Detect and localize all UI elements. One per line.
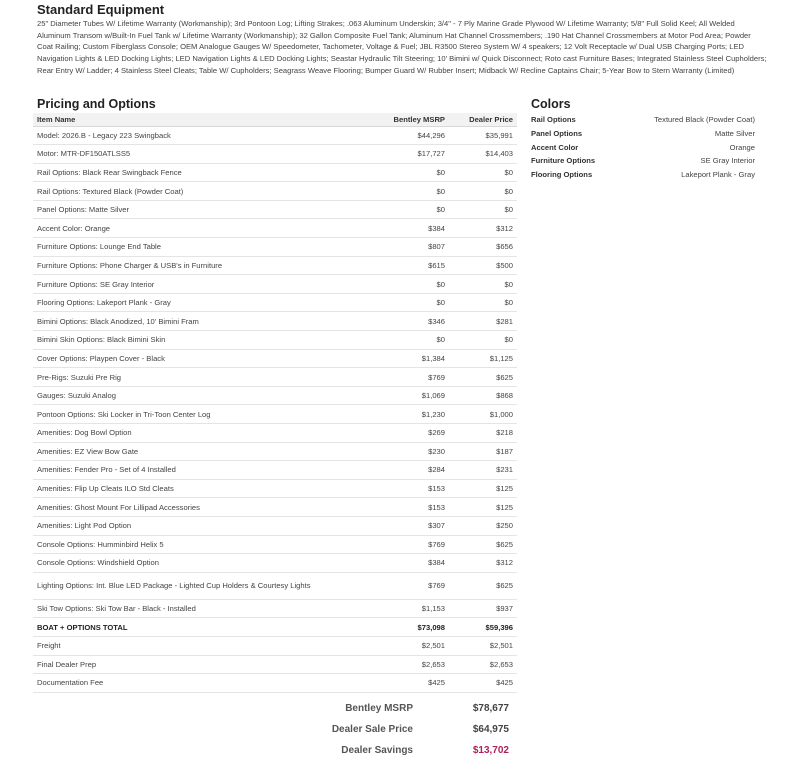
summary-row-sale-price [300, 719, 517, 740]
table-row [33, 219, 517, 238]
item-name-cell: Amenities: EZ View Bow Gate [33, 442, 333, 461]
price-summary [300, 698, 517, 761]
standard-equipment-section [37, 2, 767, 77]
msrp-cell: $1,069 [333, 386, 449, 405]
item-name-cell: Furniture Options: Lounge End Table [33, 238, 333, 257]
item-name-cell: Amenities: Light Pod Option [33, 516, 333, 535]
color-option-label: Rail Options [531, 115, 576, 125]
item-name-cell: Gauges: Suzuki Analog [33, 386, 333, 405]
table-row [33, 405, 517, 424]
colors-table [527, 113, 759, 181]
msrp-cell: $17,727 [333, 145, 449, 164]
item-name-cell: Amenities: Ghost Mount For Lillipad Accessories [33, 498, 333, 517]
table-row [33, 535, 517, 554]
item-name-cell: Lighting Options: Int. Blue LED Package - Lighted Cup Holders & Courtesy Lights [33, 572, 333, 599]
color-option-label: Flooring Options [531, 170, 593, 180]
msrp-cell: $0 [333, 163, 449, 182]
dealer-price-cell: $425 [449, 674, 517, 693]
msrp-cell: $1,384 [333, 349, 449, 368]
msrp-cell: $807 [333, 238, 449, 257]
item-name-cell: Furniture Options: Phone Charger & USB's in Furniture [33, 256, 333, 275]
pricing-header-row [33, 113, 517, 126]
standard-equipment-title: Standard Equipment [37, 2, 165, 17]
msrp-cell: $1,153 [333, 599, 449, 618]
item-name-cell: Ski Tow Options: Ski Tow Bar - Black - Installed [33, 599, 333, 618]
dealer-price-cell: $35,991 [449, 126, 517, 145]
summary-row-savings [300, 740, 517, 761]
item-name-cell: Console Options: Humminbird Helix 5 [33, 535, 333, 554]
item-name-cell: Rail Options: Black Rear Swingback Fence [33, 163, 333, 182]
pricing-section [33, 96, 517, 693]
dealer-price-cell: $312 [449, 219, 517, 238]
item-name-cell: Console Options: Windshield Option [33, 554, 333, 573]
dealer-price-cell: $0 [449, 163, 517, 182]
table-row [33, 424, 517, 443]
table-row [33, 386, 517, 405]
item-name-cell: BOAT + OPTIONS TOTAL [33, 618, 333, 637]
color-option-label: Furniture Options [531, 156, 596, 166]
item-name-cell: Bimini Options: Black Anodized, 10' Bimini Fram [33, 312, 333, 331]
dealer-price-cell: $0 [449, 293, 517, 312]
item-name-cell: Freight [33, 636, 333, 655]
summary-value: $64,975 [472, 724, 509, 735]
msrp-cell: $769 [333, 535, 449, 554]
total-row [33, 618, 517, 637]
msrp-cell: $0 [333, 200, 449, 219]
dealer-price-cell: $218 [449, 424, 517, 443]
dealer-price-cell: $937 [449, 599, 517, 618]
table-row [33, 554, 517, 573]
col-header-item: Item Name [33, 113, 333, 126]
table-row [33, 331, 517, 350]
color-row [527, 154, 759, 168]
dealer-price-cell: $0 [449, 182, 517, 201]
dealer-price-cell: $0 [449, 275, 517, 294]
item-name-cell: Bimini Skin Options: Black Bimini Skin [33, 331, 333, 350]
table-row [33, 293, 517, 312]
table-row [33, 655, 517, 674]
summary-value: $78,677 [472, 703, 509, 714]
table-row [33, 461, 517, 480]
msrp-cell: $425 [333, 674, 449, 693]
dealer-price-cell: $312 [449, 554, 517, 573]
msrp-cell: $769 [333, 368, 449, 387]
item-name-cell: Furniture Options: SE Gray Interior [33, 275, 333, 294]
summary-row-msrp [300, 698, 517, 719]
dealer-price-cell: $2,653 [449, 655, 517, 674]
colors-section [527, 96, 759, 181]
item-name-cell: Flooring Options: Lakeport Plank - Gray [33, 293, 333, 312]
dealer-price-cell: $14,403 [449, 145, 517, 164]
table-row [33, 238, 517, 257]
summary-label: Dealer Sale Price [331, 724, 413, 735]
item-name-cell: Documentation Fee [33, 674, 333, 693]
dealer-price-cell: $625 [449, 535, 517, 554]
table-row [33, 163, 517, 182]
dealer-price-cell: $187 [449, 442, 517, 461]
dealer-price-cell: $656 [449, 238, 517, 257]
table-row [33, 572, 517, 599]
table-row [33, 442, 517, 461]
msrp-cell: $2,653 [333, 655, 449, 674]
item-name-cell: Amenities: Flip Up Cleats ILO Std Cleats [33, 479, 333, 498]
dealer-price-cell: $1,000 [449, 405, 517, 424]
table-row [33, 636, 517, 655]
msrp-cell: $307 [333, 516, 449, 535]
msrp-cell: $384 [333, 219, 449, 238]
color-option-label: Accent Color [531, 142, 579, 152]
msrp-cell: $769 [333, 572, 449, 599]
summary-label: Bentley MSRP [345, 703, 413, 714]
msrp-cell: $2,501 [333, 636, 449, 655]
dealer-price-cell: $231 [449, 461, 517, 480]
dealer-price-cell: $59,396 [449, 618, 517, 637]
color-row [527, 127, 759, 141]
table-row [33, 349, 517, 368]
dealer-price-cell: $500 [449, 256, 517, 275]
item-name-cell: Cover Options: Playpen Cover - Black [33, 349, 333, 368]
item-name-cell: Accent Color: Orange [33, 219, 333, 238]
dealer-price-cell: $250 [449, 516, 517, 535]
table-row [33, 516, 517, 535]
color-option-value: Lakeport Plank - Gray [681, 170, 755, 180]
color-option-value: SE Gray Interior [700, 156, 755, 166]
color-option-value: Matte Silver [714, 129, 755, 139]
dealer-price-cell: $0 [449, 331, 517, 350]
item-name-cell: Pontoon Options: Ski Locker in Tri-Toon Center Log [33, 405, 333, 424]
table-row [33, 312, 517, 331]
dealer-price-cell: $625 [449, 572, 517, 599]
table-row [33, 182, 517, 201]
dealer-price-cell: $2,501 [449, 636, 517, 655]
msrp-cell: $346 [333, 312, 449, 331]
msrp-cell: $269 [333, 424, 449, 443]
table-row [33, 479, 517, 498]
color-option-value: Textured Black (Powder Coat) [654, 115, 755, 125]
color-option-value: Orange [729, 142, 755, 152]
dealer-price-cell: $625 [449, 368, 517, 387]
msrp-cell: $615 [333, 256, 449, 275]
dealer-price-cell: $868 [449, 386, 517, 405]
item-name-cell: Model: 2026.B - Legacy 223 Swingback [33, 126, 333, 145]
table-row [33, 599, 517, 618]
summary-label: Dealer Savings [341, 745, 413, 756]
msrp-cell: $0 [333, 331, 449, 350]
msrp-cell: $153 [333, 479, 449, 498]
dealer-price-cell: $125 [449, 498, 517, 517]
msrp-cell: $1,230 [333, 405, 449, 424]
table-row [33, 498, 517, 517]
item-name-cell: Rail Options: Textured Black (Powder Coat) [33, 182, 333, 201]
table-row [33, 256, 517, 275]
table-row [33, 200, 517, 219]
col-header-msrp: Bentley MSRP [333, 113, 449, 126]
standard-equipment-text: 25" Diameter Tubes W/ Lifetime Warranty (Workmanship); 3rd Pontoon Log; Lifting Strakes; .063 Aluminum Underskin; 3/4" - 7 Ply Marine Grade Plywood W/ Lifetime Warranty; 5/8" Full Solid Keel; All Welded Aluminum Transom w/Built-In Fuel Tank w/ Lifetime Warranty (Workmanship); 32 Gallon Composite Fuel Tank; Aluminum Hat Channel Crossmembers; .190 Hat Channel Crossmembers at Motor Pod Area; Powder Coat Railing; Custom Fiberglass Console; OEM Analogue Gauges W/ Speedometer, Tachometer, Voltage & Fuel; JBL R3500 Stereo System W/ 4 speakers; 12 Volt Receptacle w/ Dual USB Charging Ports; LED Navigation Lights & LED Docking Lights; LED Navigation Lights & LED Docking Lights; Seastar Hydraulic Tilt Steering; 10' Bimini w/ Quick Disconnect; Roto cast Furniture Bases; Integrated Stainless Steel Cupholders; Rear Entry W/ Ladder; 4 Stainless Steel Cleats; Table W/ Cupholders; Seagrass Weave Flooring; Bumper Guard W/ Rubber Insert; Midback W/ Recline Captains Chair; 5-Year Bow to Stern Warranty (Limited) [37, 19, 767, 75]
table-row [33, 126, 517, 145]
item-name-cell: Panel Options: Matte Silver [33, 200, 333, 219]
pricing-title: Pricing and Options [37, 97, 156, 111]
color-row [527, 140, 759, 154]
item-name-cell: Pre-Rigs: Suzuki Pre Rig [33, 368, 333, 387]
msrp-cell: $73,098 [333, 618, 449, 637]
msrp-cell: $0 [333, 275, 449, 294]
color-row [527, 113, 759, 127]
table-row [33, 145, 517, 164]
colors-title: Colors [531, 97, 571, 111]
color-option-label: Panel Options [531, 129, 583, 139]
pricing-table [33, 113, 517, 693]
dealer-price-cell: $281 [449, 312, 517, 331]
msrp-cell: $0 [333, 182, 449, 201]
msrp-cell: $0 [333, 293, 449, 312]
dealer-price-cell: $1,125 [449, 349, 517, 368]
msrp-cell: $153 [333, 498, 449, 517]
savings-value: $13,702 [472, 745, 509, 756]
col-header-dealer: Dealer Price [449, 113, 517, 126]
dealer-price-cell: $125 [449, 479, 517, 498]
msrp-cell: $44,296 [333, 126, 449, 145]
item-name-cell: Amenities: Fender Pro - Set of 4 Installed [33, 461, 333, 480]
table-row [33, 275, 517, 294]
item-name-cell: Amenities: Dog Bowl Option [33, 424, 333, 443]
msrp-cell: $384 [333, 554, 449, 573]
dealer-price-cell: $0 [449, 200, 517, 219]
table-row [33, 368, 517, 387]
color-row [527, 168, 759, 182]
msrp-cell: $230 [333, 442, 449, 461]
table-row [33, 674, 517, 693]
item-name-cell: Final Dealer Prep [33, 655, 333, 674]
msrp-cell: $284 [333, 461, 449, 480]
item-name-cell: Motor: MTR-DF150ATLSS5 [33, 145, 333, 164]
